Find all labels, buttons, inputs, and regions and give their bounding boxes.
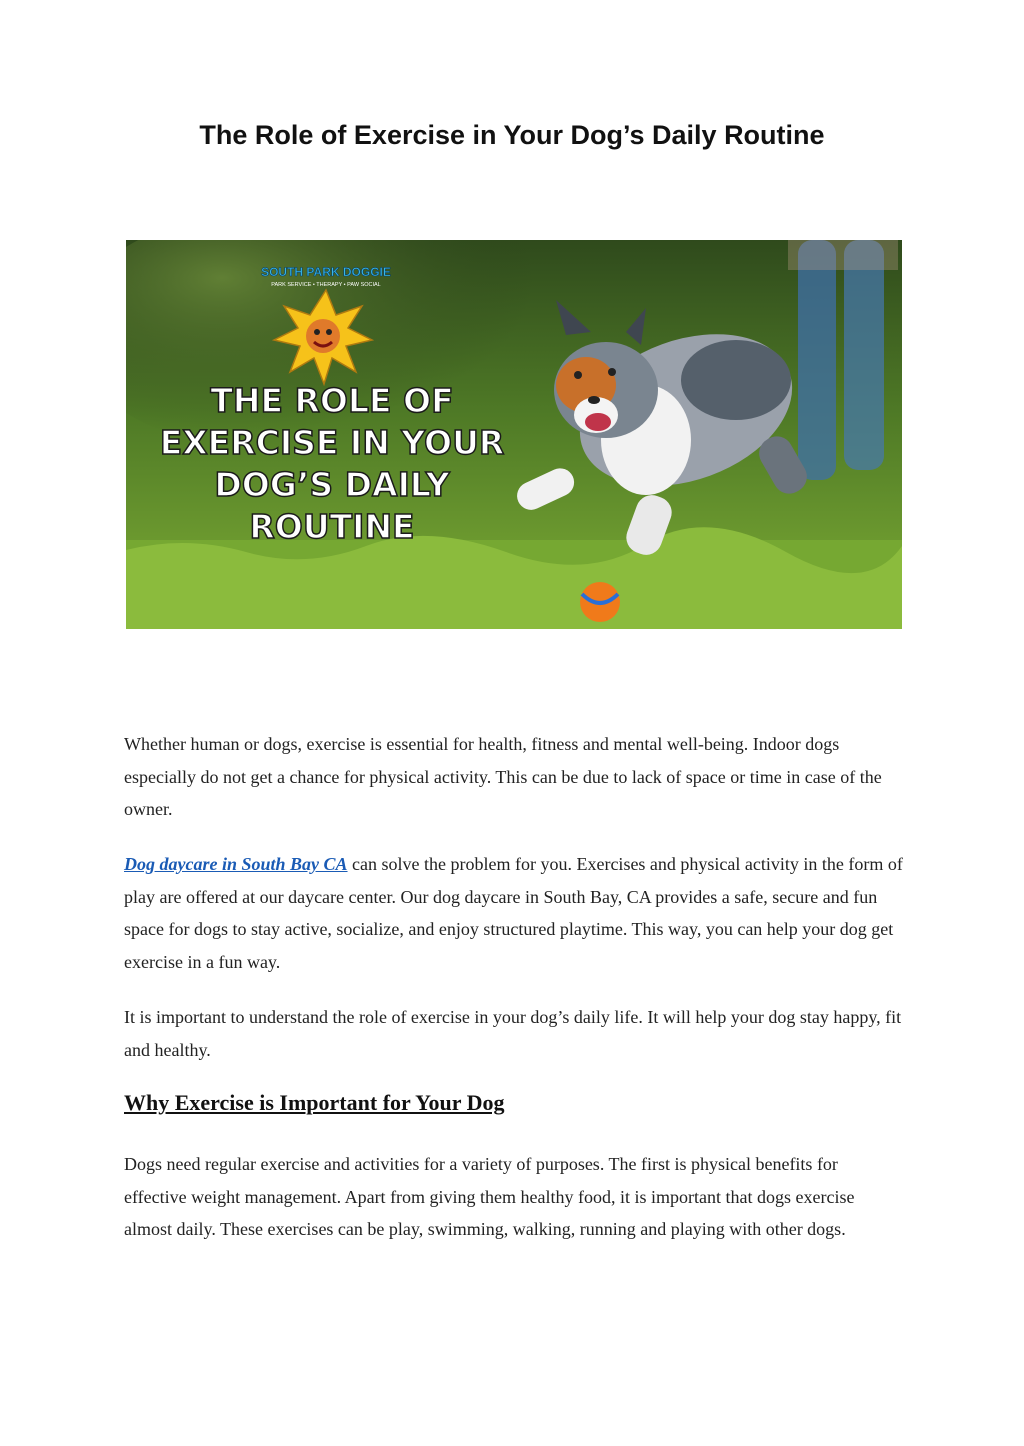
brand-name: SOUTH PARK DOGGIE — [261, 265, 391, 279]
paragraph-intro: Whether human or dogs, exercise is essential for health, fitness and mental well-being. Indoor dogs especially do not get a chance for physical activity. This can be due to lack of space or time in case of the owner. — [124, 734, 882, 819]
daycare-link[interactable]: Dog daycare in South Bay CA — [124, 854, 348, 874]
headline-line-2: EXERCISE IN YOUR — [159, 423, 505, 462]
page-title: The Role of Exercise in Your Dog’s Daily Routine — [199, 120, 825, 150]
hero-illustration — [126, 240, 902, 629]
hero-image — [126, 240, 902, 629]
paragraph-importance: It is important to understand the role of exercise in your dog’s daily life. It will help your dog stay happy, fit and healthy. — [124, 1007, 902, 1060]
paragraph-daycare-text: can solve the problem for you. Exercises and physical activity in the form of play are offered at our daycare center. Our dog daycare in South Bay, CA provides a safe, secure and fun space for dogs to stay active, socialize, and enjoy structured playtime. This way, you can help your dog get exercise in a fun way. — [124, 854, 903, 972]
headline-line-1: THE ROLE OF — [210, 381, 454, 420]
paragraph-daycare — [124, 848, 904, 978]
section-heading: Why Exercise is Important for Your Dog — [124, 1090, 505, 1115]
brand-tagline: PARK SERVICE • THERAPY • PAW SOCIAL — [271, 282, 381, 288]
headline-line-4: ROUTINE — [249, 507, 415, 546]
ball-illustration — [580, 582, 620, 622]
paragraph-benefits: Dogs need regular exercise and activities for a variety of purposes. The first is physical benefits for effective weight management. Apart from giving them healthy food, it is important that dogs exercise almost daily. These exercises can be play, swimming, walking, running and playing with other dogs. — [124, 1154, 855, 1239]
headline-line-3: DOG’S DAILY — [214, 465, 450, 504]
